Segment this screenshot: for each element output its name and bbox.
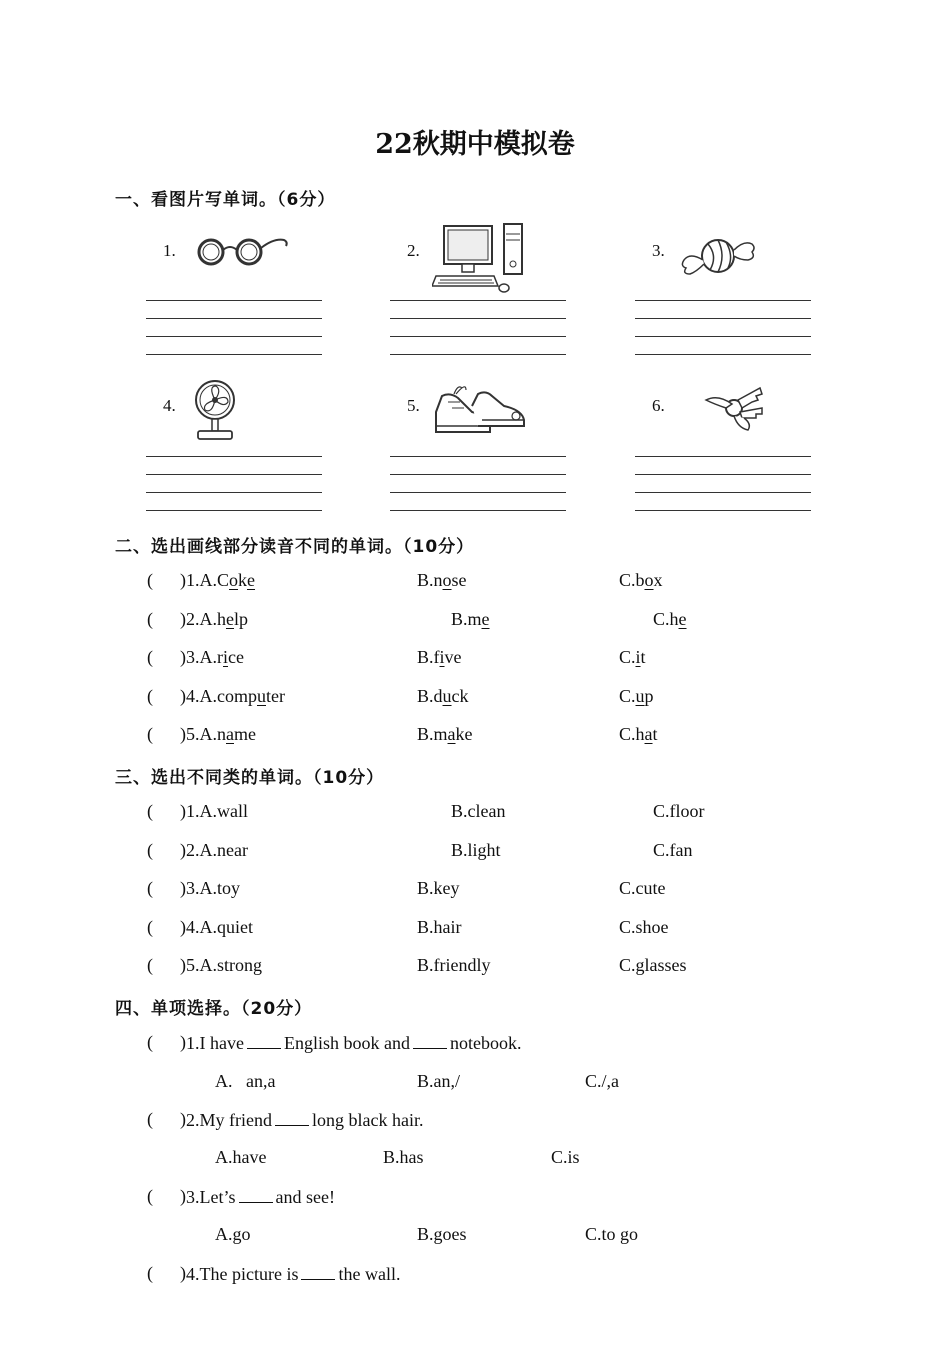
question-stem: 1.I have English book and notebook. xyxy=(186,1033,522,1053)
answer-line[interactable] xyxy=(390,318,566,319)
answer-bracket[interactable]: ( ) xyxy=(147,570,186,590)
question-stem: 4.The picture is the wall. xyxy=(186,1264,401,1284)
picture-number: 2. xyxy=(407,241,420,260)
option-c: C.floor xyxy=(653,801,705,821)
option-a: 2.A.near xyxy=(186,840,248,860)
answer-line[interactable] xyxy=(146,474,322,475)
fill-blank[interactable] xyxy=(413,1032,447,1049)
option-c: C.to go xyxy=(585,1224,639,1244)
option-a: 4.A.quiet xyxy=(186,917,253,937)
option-c: C.is xyxy=(551,1147,580,1167)
answer-bracket[interactable]: ( ) xyxy=(147,609,186,629)
fill-blank[interactable] xyxy=(247,1032,281,1049)
answer-line[interactable] xyxy=(635,300,811,301)
option-a: 1.A.wall xyxy=(186,801,248,821)
fan-icon xyxy=(190,378,240,442)
candy-icon xyxy=(678,232,758,280)
keys-icon xyxy=(704,378,766,434)
option-b: B.friendly xyxy=(417,955,491,975)
answer-line[interactable] xyxy=(390,300,566,301)
option-a: 4.A.computer xyxy=(186,686,285,706)
page-title: 22秋期中模拟卷 xyxy=(375,129,575,160)
answer-line[interactable] xyxy=(390,492,566,493)
answer-line[interactable] xyxy=(146,510,322,511)
answer-line[interactable] xyxy=(635,318,811,319)
answer-bracket[interactable]: ( ) xyxy=(147,955,186,975)
option-b: B.light xyxy=(451,840,501,860)
picture-number: 4. xyxy=(163,396,176,415)
option-a: 5.A.name xyxy=(186,724,256,744)
answer-bracket[interactable]: ( ) xyxy=(147,1186,186,1206)
option-a: A. an,a xyxy=(215,1071,276,1091)
option-c: C./,a xyxy=(585,1071,619,1091)
answer-bracket[interactable]: ( ) xyxy=(147,686,186,706)
option-c: C.glasses xyxy=(619,955,687,975)
answer-line[interactable] xyxy=(635,492,811,493)
answer-line[interactable] xyxy=(390,456,566,457)
answer-line[interactable] xyxy=(390,510,566,511)
answer-bracket[interactable]: ( ) xyxy=(147,1032,186,1052)
option-c: C.hat xyxy=(619,724,658,744)
picture-number: 6. xyxy=(652,396,665,415)
option-b: B.clean xyxy=(451,801,506,821)
section-heading-3: 三、选出不同类的单词。（10分） xyxy=(115,768,385,788)
option-b: B.an,/ xyxy=(417,1071,460,1091)
option-c: C.he xyxy=(653,609,687,629)
answer-line[interactable] xyxy=(146,318,322,319)
option-b: B.me xyxy=(451,609,490,629)
option-a: 3.A.toy xyxy=(186,878,240,898)
option-b: B.duck xyxy=(417,686,469,706)
section-heading-4: 四、单项选择。（20分） xyxy=(115,999,313,1019)
option-b: B.has xyxy=(383,1147,424,1167)
answer-bracket[interactable]: ( ) xyxy=(147,724,186,744)
option-b: B.goes xyxy=(417,1224,467,1244)
section-heading-1: 一、看图片写单词。（6分） xyxy=(115,190,336,210)
answer-line[interactable] xyxy=(390,354,566,355)
option-a: A.have xyxy=(215,1147,267,1167)
answer-line[interactable] xyxy=(635,354,811,355)
picture-number: 1. xyxy=(163,241,176,260)
option-c: C.up xyxy=(619,686,654,706)
section-heading-2: 二、选出画线部分读音不同的单词。（10分） xyxy=(115,537,475,557)
option-b: B.five xyxy=(417,647,462,667)
answer-bracket[interactable]: ( ) xyxy=(147,801,186,821)
answer-bracket[interactable]: ( ) xyxy=(147,647,186,667)
answer-line[interactable] xyxy=(390,336,566,337)
fill-blank[interactable] xyxy=(239,1186,273,1203)
option-c: C.it xyxy=(619,647,646,667)
answer-bracket[interactable]: ( ) xyxy=(147,1263,186,1283)
glasses-icon xyxy=(194,232,290,268)
option-b: B.nose xyxy=(417,570,467,590)
answer-bracket[interactable]: ( ) xyxy=(147,1109,186,1129)
option-b: B.key xyxy=(417,878,460,898)
option-c: C.fan xyxy=(653,840,693,860)
option-c: C.cute xyxy=(619,878,666,898)
answer-line[interactable] xyxy=(146,492,322,493)
answer-line[interactable] xyxy=(635,456,811,457)
question-stem: 2.My friend long black hair. xyxy=(186,1110,424,1130)
answer-line[interactable] xyxy=(635,510,811,511)
answer-line[interactable] xyxy=(146,336,322,337)
fill-blank[interactable] xyxy=(301,1263,335,1280)
option-b: B.make xyxy=(417,724,473,744)
answer-line[interactable] xyxy=(146,300,322,301)
picture-number: 3. xyxy=(652,241,665,260)
fill-blank[interactable] xyxy=(275,1109,309,1126)
shoes-icon xyxy=(432,382,528,438)
option-c: C.shoe xyxy=(619,917,669,937)
option-a: 5.A.strong xyxy=(186,955,262,975)
answer-line[interactable] xyxy=(635,474,811,475)
option-a: 3.A.rice xyxy=(186,647,244,667)
computer-icon xyxy=(432,222,526,294)
picture-number: 5. xyxy=(407,396,420,415)
answer-line[interactable] xyxy=(146,456,322,457)
option-a: A.go xyxy=(215,1224,251,1244)
answer-bracket[interactable]: ( ) xyxy=(147,840,186,860)
option-a: 2.A.help xyxy=(186,609,249,629)
answer-line[interactable] xyxy=(635,336,811,337)
answer-line[interactable] xyxy=(146,354,322,355)
option-b: B.hair xyxy=(417,917,462,937)
answer-bracket[interactable]: ( ) xyxy=(147,917,186,937)
answer-line[interactable] xyxy=(390,474,566,475)
answer-bracket[interactable]: ( ) xyxy=(147,878,186,898)
option-a: 1.A.Coke xyxy=(186,570,256,590)
option-c: C.box xyxy=(619,570,663,590)
question-stem: 3.Let’s and see! xyxy=(186,1187,335,1207)
